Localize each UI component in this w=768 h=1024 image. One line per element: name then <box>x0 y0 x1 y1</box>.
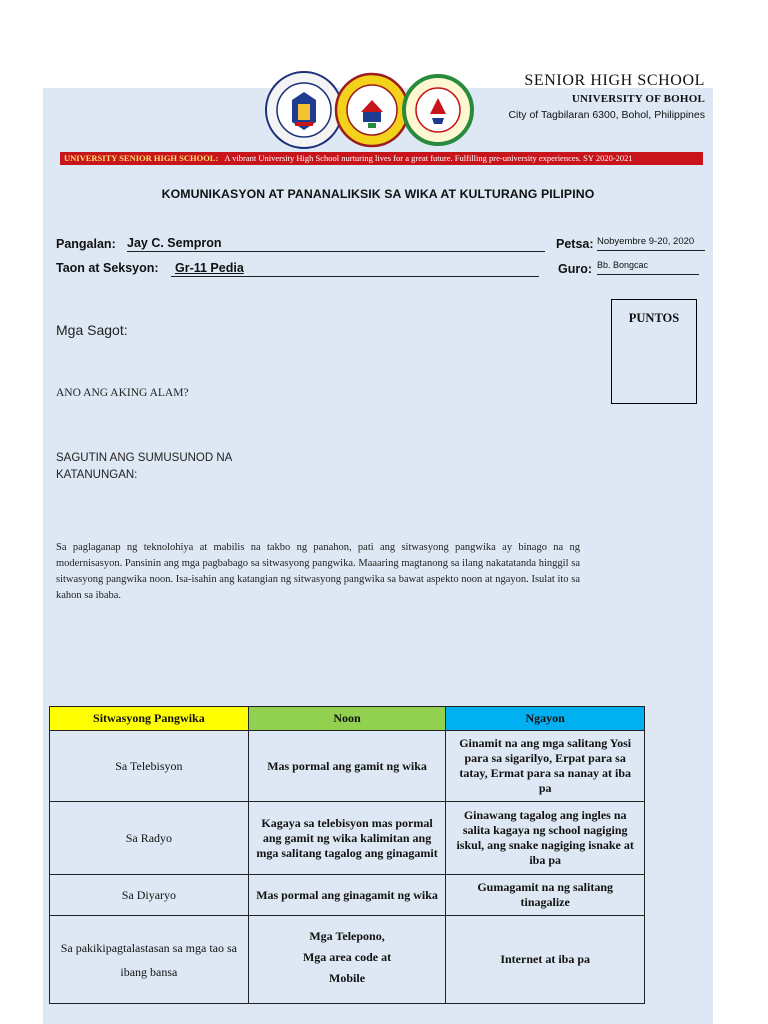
university-high-school-seal-icon <box>404 76 472 144</box>
section-label: Taon at Seksyon: <box>56 261 159 275</box>
banner-text: A vibrant University High School nurturing lives for a great future. Fulfilling pre-university experiences. SY 2020-2021 <box>224 153 633 163</box>
header-ngayon: Ngayon <box>446 707 645 731</box>
university-of-bohol-seal-icon <box>336 74 408 146</box>
table-row <box>50 731 645 802</box>
university-name: UNIVERSITY OF BOHOL <box>571 93 705 105</box>
school-banner <box>60 152 703 165</box>
instruction-line-1: SAGUTIN ANG SUMUSUNOD NA <box>56 452 233 464</box>
cell-noon-line: Mobile <box>329 971 366 985</box>
language-situation-table <box>49 706 645 1004</box>
cell-ngayon: Internet at iba pa <box>446 916 645 1004</box>
cell-noon <box>248 916 446 1004</box>
school-name: SENIOR HIGH SCHOOL <box>524 72 705 89</box>
cell-noon: Kagaya sa telebisyon mas pormal ang gamit ng wika kalimitan ang mga salitang tagalog ang ginagamit <box>248 802 446 875</box>
school-header <box>508 72 705 121</box>
cell-situation: Sa Radyo <box>50 802 249 875</box>
cell-noon: Mas pormal ang ginagamit ng wika <box>248 875 446 916</box>
banner-label: UNIVERSITY SENIOR HIGH SCHOOL: <box>64 153 219 163</box>
table-row <box>50 802 645 875</box>
score-box <box>611 299 697 404</box>
score-box-label: PUNTOS <box>628 311 680 325</box>
cell-noon-line: Mga area code at <box>302 950 392 964</box>
table-header-row <box>50 707 645 731</box>
instruction-line-2: KATANUNGAN: <box>56 469 138 481</box>
cell-ngayon: Ginamit na ang mga salitang Yosi para sa sigarilyo, Erpat para sa tatay, Ermat para sa nanay at iba pa <box>446 731 645 802</box>
table-row <box>50 875 645 916</box>
cell-ngayon: Gumagamit na ng salitang tinagalize <box>446 875 645 916</box>
cell-noon-line: Mga Telepono, <box>309 929 385 943</box>
name-value: Jay C. Sempron <box>127 236 545 252</box>
cell-noon: Mas pormal ang gamit ng wika <box>248 731 446 802</box>
teacher-value: Bb. Bongcac <box>597 260 699 275</box>
date-value: Nobyembre 9-20, 2020 <box>597 236 705 251</box>
instruction-paragraph: Sa paglaganap ng teknolohiya at mabilis na takbo ng panahon, pati ang sitwasyong pangwika ay binago na ng modernisasyon. Pansinin ang mga pagbabago sa sitwasyong pangwika. Maaaring magtanong sa ilang nakatatanda hinggil sa sitwasyong pangwika noon. Isa-isahin ang katangian ng sitwasyong pangwika sa bawat aspekto noon at ngayon. Isulat ito sa kahon sa ibaba. <box>56 542 580 601</box>
cell-situation: Sa pakikipagtalastasan sa mga tao sa ibang bansa <box>50 916 249 1004</box>
section-value-line <box>171 261 539 277</box>
section-value: Gr-11 Pedia <box>175 261 244 275</box>
cell-ngayon: Ginawang tagalog ang ingles na salita kagaya ng school nagiging iskul, ang snake nagiging isnake at iba pa <box>446 802 645 875</box>
document-title: KOMUNIKASYON AT PANANALIKSIK SA WIKA AT KULTURANG PILIPINO <box>161 187 595 201</box>
teacher-label: Guro: <box>558 262 593 276</box>
school-address: City of Tagbilaran 6300, Bohol, Philippines <box>508 109 705 121</box>
header-situation: Sitwasyong Pangwika <box>50 707 249 731</box>
cell-situation: Sa Telebisyon <box>50 731 249 802</box>
name-label: Pangalan: <box>56 237 116 251</box>
deped-seal-icon <box>266 72 342 148</box>
section-heading: ANO ANG AKING ALAM? <box>56 387 189 399</box>
table-row <box>50 916 645 1004</box>
school-logos <box>264 70 474 150</box>
cell-situation: Sa Diyaryo <box>50 875 249 916</box>
answers-label: Mga Sagot: <box>56 322 128 338</box>
header-noon: Noon <box>248 707 446 731</box>
date-label: Petsa: <box>556 237 594 251</box>
